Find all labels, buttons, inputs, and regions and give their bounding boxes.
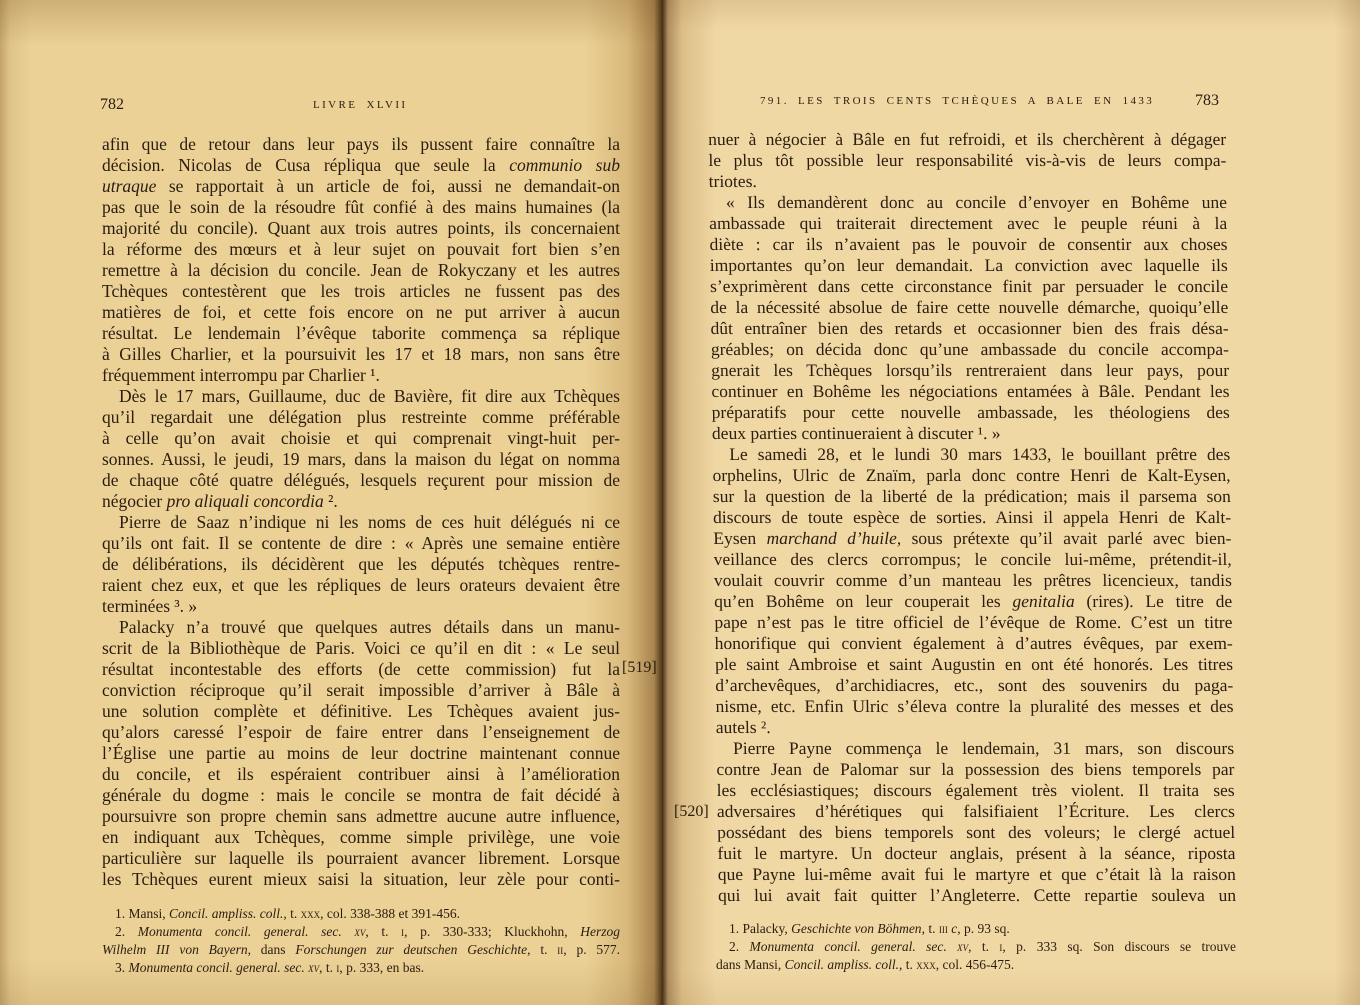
text-segment: orphelins, Ulric de Znaïm, parla donc contre Henri de Kalt-Eysen, xyxy=(712,465,1231,485)
text-line xyxy=(708,129,1226,150)
text-segment: , t. xyxy=(921,921,939,936)
text-segment: fuit le martyre. Un docteur anglais, présent à la séance, riposta xyxy=(717,843,1236,863)
text-segment: de la nécessité absolue de faire cette nouvelle démarche, quoiqu’elle xyxy=(710,297,1229,317)
text-line xyxy=(718,885,1236,906)
text-segment: , p. 93 sq. xyxy=(957,921,1010,936)
text-line xyxy=(102,743,620,764)
text-line xyxy=(709,234,1227,255)
text-segment: qu’alors caressé l’espoir de faire entrer dans l’enseignement de xyxy=(102,722,620,742)
italic-small-caps-text: xv xyxy=(354,924,366,939)
text-segment: décision. Nicolas de Cusa répliqua que seule la xyxy=(102,155,510,175)
text-line xyxy=(709,192,1227,213)
text-line xyxy=(714,570,1232,591)
text-segment: particulière sur laquelle ils pourraient avancer librement. Lorsque xyxy=(102,848,620,868)
text-line xyxy=(102,869,620,890)
italic-text: Monumenta concil. general. sec. xyxy=(137,924,342,939)
text-line xyxy=(715,633,1233,654)
small-caps-text: i xyxy=(336,960,340,975)
footnotes xyxy=(716,920,1236,974)
footnote-line xyxy=(102,941,620,959)
text-segment: générale du dogme : mais le concile se montra de fait décidé à xyxy=(102,785,620,805)
text-segment: 2. xyxy=(729,939,750,954)
text-segment: , t. xyxy=(899,957,917,972)
text-segment: , t. xyxy=(968,939,1000,954)
text-segment: sous prétexte qu’il avait parlé avec bien- xyxy=(901,528,1232,548)
text-line xyxy=(716,717,1234,738)
text-segment: les Tchèques eurent mieux saisi la situation, leur zèle pour conti- xyxy=(102,869,620,889)
text-segment: , t. xyxy=(365,924,402,939)
text-line xyxy=(102,617,620,638)
text-segment: possédant des biens temporels sont des voleurs; le clergé actuel xyxy=(717,822,1236,842)
small-caps-text: xxx xyxy=(916,957,936,972)
text-line xyxy=(715,675,1233,696)
text-segment: nuer à négocier à Bâle en fut refroidi, et ils cherchèrent à dégager xyxy=(708,129,1227,149)
text-line xyxy=(102,470,620,491)
text-line xyxy=(717,843,1235,864)
text-segment: 2. xyxy=(115,924,138,939)
text-line xyxy=(709,171,1227,192)
text-line xyxy=(713,486,1231,507)
text-segment: qui lui avait fait quitter l’Angleterre. Cette repartie souleva un xyxy=(717,885,1237,905)
text-line xyxy=(102,449,620,470)
text-segment: à celle qu’on avait choisie et qui comprenait vingt-huit per- xyxy=(102,428,620,448)
text-line xyxy=(102,260,620,281)
text-segment: à Gilles Charlier, et la poursuivit les 17 et 18 mars, non sans être xyxy=(102,344,620,364)
text-line xyxy=(716,759,1234,780)
text-segment: Tchèques contestèrent que les trois articles ne fussent pas des xyxy=(102,281,620,301)
text-segment: pape n’est pas le titre officiel de l’évêque de Rome. C’est un titre xyxy=(714,612,1233,632)
text-segment: poursuivre son propre chemin sans admettre aucune autre influence, xyxy=(102,806,620,826)
running-head: 791. LES TROIS CENTS TCHÈQUES A BALE EN 1433 xyxy=(760,95,1155,107)
italic-text: Monumenta concil. general. sec. xyxy=(749,939,947,954)
text-segment: la réforme des mœurs et à leur sujet on pouvait fort bien s’en xyxy=(102,239,620,259)
left-page xyxy=(0,0,662,1005)
text-segment: de chaque côté quatre délégués, lesquels reçurent pour mission de xyxy=(102,470,620,490)
text-segment: en indiquant aux Tchèques, comme simple privilège, une voie xyxy=(102,827,620,847)
text-segment: « Ils demandèrent donc au concile d’envoyer en Bohême une xyxy=(725,192,1228,212)
running-head: LIVRE XLVII xyxy=(313,99,408,111)
text-line xyxy=(712,465,1230,486)
text-segment: , t. xyxy=(319,960,337,975)
text-segment: triotes. xyxy=(708,171,757,191)
text-line xyxy=(102,827,620,848)
text-line xyxy=(715,696,1233,717)
footnote-line xyxy=(716,938,1236,956)
margin-page-reference: [520] xyxy=(674,803,709,820)
text-segment: terminées ³. » xyxy=(102,596,198,616)
text-segment: de délibérations, ils décidèrent que les députés tchèques rentre- xyxy=(102,554,620,574)
text-segment: le plus tôt possible leur responsabilité vis-à-vis de leurs compa- xyxy=(708,150,1227,170)
italic-text: communio sub xyxy=(509,155,620,175)
text-segment: fréquemment interrompu par Charlier ¹. xyxy=(102,365,380,385)
text-segment: d’archevêques, d’archidiacres, etc., sont des souvenirs du paga- xyxy=(715,675,1234,695)
text-segment: se rapportait à un article de foi, aussi ne demandait-on xyxy=(156,176,620,196)
italic-text: utraque xyxy=(102,176,157,196)
text-segment: , col. 338-388 et 391-456. xyxy=(320,906,460,921)
text-segment: qu’il regardait une délégation plus restreinte comme préférable xyxy=(102,407,620,427)
text-segment: les ecclésiastiques; discours également très violent. Il traita ses xyxy=(716,780,1235,800)
text-segment: , t. xyxy=(527,942,558,957)
body-text xyxy=(708,129,1236,906)
text-segment: ². xyxy=(323,491,338,511)
text-line xyxy=(713,507,1231,528)
text-line xyxy=(716,738,1234,759)
text-segment: diète : car ils n’avaient pas le pouvoir de consentir aux choses xyxy=(709,234,1228,254)
text-segment: préparatifs pour cette nouvelle ambassade, les théologiens des xyxy=(711,402,1230,422)
text-line xyxy=(102,155,620,176)
text-segment: gnerait les Tchèques lorsqu’ils rentreraient dans leur pays, pour xyxy=(711,360,1230,380)
text-segment: gréables; on décida donc qu’une ambassade du concile accompa- xyxy=(710,339,1230,359)
text-line xyxy=(102,407,620,428)
text-segment: ambassade qui traiterait directement avec le peuple réuni à la xyxy=(709,213,1228,233)
text-line xyxy=(711,360,1229,381)
text-line xyxy=(718,864,1236,885)
text-line xyxy=(102,365,620,386)
body-text xyxy=(102,134,620,890)
text-line xyxy=(102,701,620,722)
text-line xyxy=(710,255,1228,276)
text-segment xyxy=(947,939,957,954)
text-segment: , p. 333, en bas. xyxy=(339,960,425,975)
text-segment: , col. 456-475. xyxy=(935,957,1015,972)
text-line xyxy=(102,785,620,806)
text-segment: résultat. Le lendemain l’évêque taborite commença sa réplique xyxy=(102,323,620,343)
text-line xyxy=(712,423,1230,444)
text-line xyxy=(712,444,1230,465)
text-segment: du concile, et ils espéraient contribuer ainsi à l’amélioration xyxy=(102,764,620,784)
italic-text: marchand d’huile, xyxy=(766,528,902,548)
italic-text: Concil. ampliss. coll. xyxy=(784,957,899,972)
right-page xyxy=(662,0,1360,1005)
text-segment: 1. Palacky, xyxy=(729,921,792,936)
small-caps-text: i xyxy=(401,924,405,939)
text-line xyxy=(717,780,1235,801)
italic-small-caps-text: xv xyxy=(308,960,320,975)
text-line xyxy=(102,659,620,680)
small-caps-text: i xyxy=(999,939,1003,954)
small-caps-text: xxx xyxy=(300,906,321,921)
text-segment: continuer en Bohême les négociations entamées à Bâle. Pendant les xyxy=(711,381,1230,401)
text-line xyxy=(102,344,620,365)
italic-text: Concil. ampliss. coll. xyxy=(169,906,284,921)
footnote-line xyxy=(716,956,1236,974)
footnote-line xyxy=(102,959,620,977)
text-segment: Pierre Payne commença le lendemain, 31 mars, son discours xyxy=(732,738,1235,758)
footnotes xyxy=(102,905,620,977)
text-segment xyxy=(342,924,355,939)
text-line xyxy=(102,218,620,239)
text-line xyxy=(102,323,620,344)
text-segment: dût entraîner bien des retards et occasionner bien des frais désa- xyxy=(710,318,1229,338)
text-line xyxy=(102,302,620,323)
text-segment: ple saint Ambroise et saint Augustin en ont été honorés. Les titres xyxy=(714,654,1234,674)
text-line xyxy=(102,806,620,827)
text-segment: discours de toute espèce de sorties. Ainsi il appela Henri de Kalt- xyxy=(712,507,1232,527)
text-segment: , t. xyxy=(283,906,301,921)
text-line xyxy=(102,512,620,533)
text-segment: importantes qu’on leur demandait. La conviction avec laquelle ils xyxy=(709,255,1228,275)
text-line xyxy=(717,801,1235,822)
text-segment: scrit de la Bibliothèque de Paris. Voici ce qu’il en dit : « Le seul xyxy=(102,638,620,658)
text-segment: 3. xyxy=(115,960,129,975)
text-segment: une solution complète et définitive. Les Tchèques avaient jus- xyxy=(102,701,620,721)
text-line xyxy=(714,591,1232,612)
text-segment: Palacky n’a trouvé que quelques autres détails dans un manu- xyxy=(119,617,620,637)
text-segment: sonnes. Aussi, le jeudi, 19 mars, dans la maison du légat on nomma xyxy=(102,449,620,469)
text-line xyxy=(102,176,620,197)
italic-text: Wilhelm III von Bayern xyxy=(102,942,248,957)
text-segment: voulait couvrir comme d’un manteau les prêtres licencieux, tandis xyxy=(713,570,1233,590)
italic-text: genitalia xyxy=(1012,591,1075,611)
italic-text: Herzog xyxy=(580,924,621,939)
text-line xyxy=(708,150,1226,171)
text-segment: , p. 330-333; Kluckhohn, xyxy=(404,924,581,939)
text-segment: raient chez eux, et que les répliques de leurs orateurs devaient être xyxy=(102,575,620,595)
text-segment: veillance des clercs corrompus; le concile lui-même, prétendit-il, xyxy=(713,549,1232,569)
text-segment: dans Mansi, xyxy=(716,957,785,972)
text-line xyxy=(102,722,620,743)
small-caps-text: iii xyxy=(938,921,948,936)
text-segment: (rires). Le titre de xyxy=(1074,591,1233,611)
italic-small-caps-text: xv xyxy=(957,939,969,954)
text-segment: deux parties continueraient à discuter ¹. » xyxy=(711,423,1001,443)
text-line xyxy=(709,213,1227,234)
text-line xyxy=(714,612,1232,633)
text-segment: résultat incontestable des efforts (de cette commission) fut la xyxy=(102,659,620,679)
text-segment: Eysen xyxy=(713,528,767,548)
text-segment: négocier xyxy=(102,491,167,511)
page-number: 782 xyxy=(100,96,124,113)
text-line xyxy=(715,654,1233,675)
text-line xyxy=(102,533,620,554)
text-line xyxy=(711,339,1229,360)
text-line xyxy=(717,822,1235,843)
text-segment: que Payne lui-même avait fui le martyre et que c’était là la raison xyxy=(717,864,1236,884)
text-line xyxy=(711,381,1229,402)
italic-text: pro aliquali concordia xyxy=(166,491,324,511)
text-segment: , p. 577. xyxy=(563,942,620,957)
text-segment: majorité du concile). Quant aux trois autres points, ils concernaient xyxy=(102,218,620,238)
text-line xyxy=(102,575,620,596)
margin-page-reference: [519] xyxy=(622,659,657,676)
footnote-line xyxy=(102,905,620,923)
italic-text: c xyxy=(951,921,958,936)
text-line xyxy=(102,680,620,701)
text-segment: qu’en Bohême on leur couperait les xyxy=(714,591,1013,611)
text-segment: , p. 333 sq. Son discours se trouve xyxy=(1002,939,1236,954)
text-line xyxy=(102,596,620,617)
text-line xyxy=(102,554,620,575)
text-line xyxy=(102,197,620,218)
small-caps-text: ii xyxy=(557,942,564,957)
text-segment: pas que le soin de la résoudre fût confié à des mains humaines (la xyxy=(102,197,620,217)
text-segment: Dès le 17 mars, Guillaume, duc de Bavière, fit dire aux Tchèques xyxy=(119,386,620,406)
text-segment: honorifique qui convient également à d’autres évêques, par exem- xyxy=(714,633,1233,653)
italic-text: Geschichte von Böhmen xyxy=(791,921,922,936)
italic-text: Monumenta concil. general. sec. xyxy=(128,960,305,975)
text-segment: sur la question de la liberté de la prédication; mais il parsema son xyxy=(712,486,1231,506)
footnote-line xyxy=(102,923,620,941)
text-segment: conviction réciproque qu’il serait impossible d’arriver à Bâle à xyxy=(102,680,620,700)
text-segment: adversaires d’hérétiques qui falsifiaient l’Écriture. Les clercs xyxy=(716,801,1236,821)
text-segment: , dans xyxy=(247,942,296,957)
text-line xyxy=(102,428,620,449)
text-segment: l’Église une partie au moins de leur doctrine maintenant connue xyxy=(102,743,620,763)
text-line xyxy=(713,549,1231,570)
text-line xyxy=(102,638,620,659)
text-segment: contre Jean de Palomar sur la possession des biens temporels par xyxy=(716,759,1235,779)
text-segment: s’exprimèrent dans cette circonstance finit par persuader le concile xyxy=(709,276,1229,296)
text-line xyxy=(712,402,1230,423)
text-line xyxy=(102,239,620,260)
text-segment: Pierre de Saaz n’indique ni les noms de ces huit délégués ni ce xyxy=(119,512,620,532)
page-number: 783 xyxy=(1195,92,1219,109)
text-line xyxy=(710,318,1228,339)
text-segment: nisme, etc. Enfin Ulric s’éleva contre la pluralité des messes et des xyxy=(715,696,1234,716)
text-segment: Le samedi 28, et le lundi 30 mars 1433, le bouillant prêtre des xyxy=(729,444,1231,464)
text-line xyxy=(102,848,620,869)
text-line xyxy=(102,491,620,512)
text-segment: afin que de retour dans leur pays ils pussent faire connaître la xyxy=(102,134,620,154)
text-segment: autels ². xyxy=(715,717,771,737)
text-segment: qu’ils ont fait. Il se contente de dire : « Après une semaine entière xyxy=(102,533,620,553)
text-segment: matières de foi, et cette fois encore on ne put arriver à aucun xyxy=(102,302,620,322)
footnote-line xyxy=(716,920,1236,938)
text-segment: remettre à la décision du concile. Jean de Rokyczany et les autres xyxy=(102,260,620,280)
text-line xyxy=(102,281,620,302)
text-line xyxy=(710,276,1228,297)
text-line xyxy=(713,528,1231,549)
text-line xyxy=(102,764,620,785)
text-segment: 1. Mansi, xyxy=(115,906,169,921)
text-line xyxy=(710,297,1228,318)
text-line xyxy=(102,134,620,155)
text-line xyxy=(102,386,620,407)
italic-text: Forschungen zur deutschen Geschichte xyxy=(295,942,528,957)
